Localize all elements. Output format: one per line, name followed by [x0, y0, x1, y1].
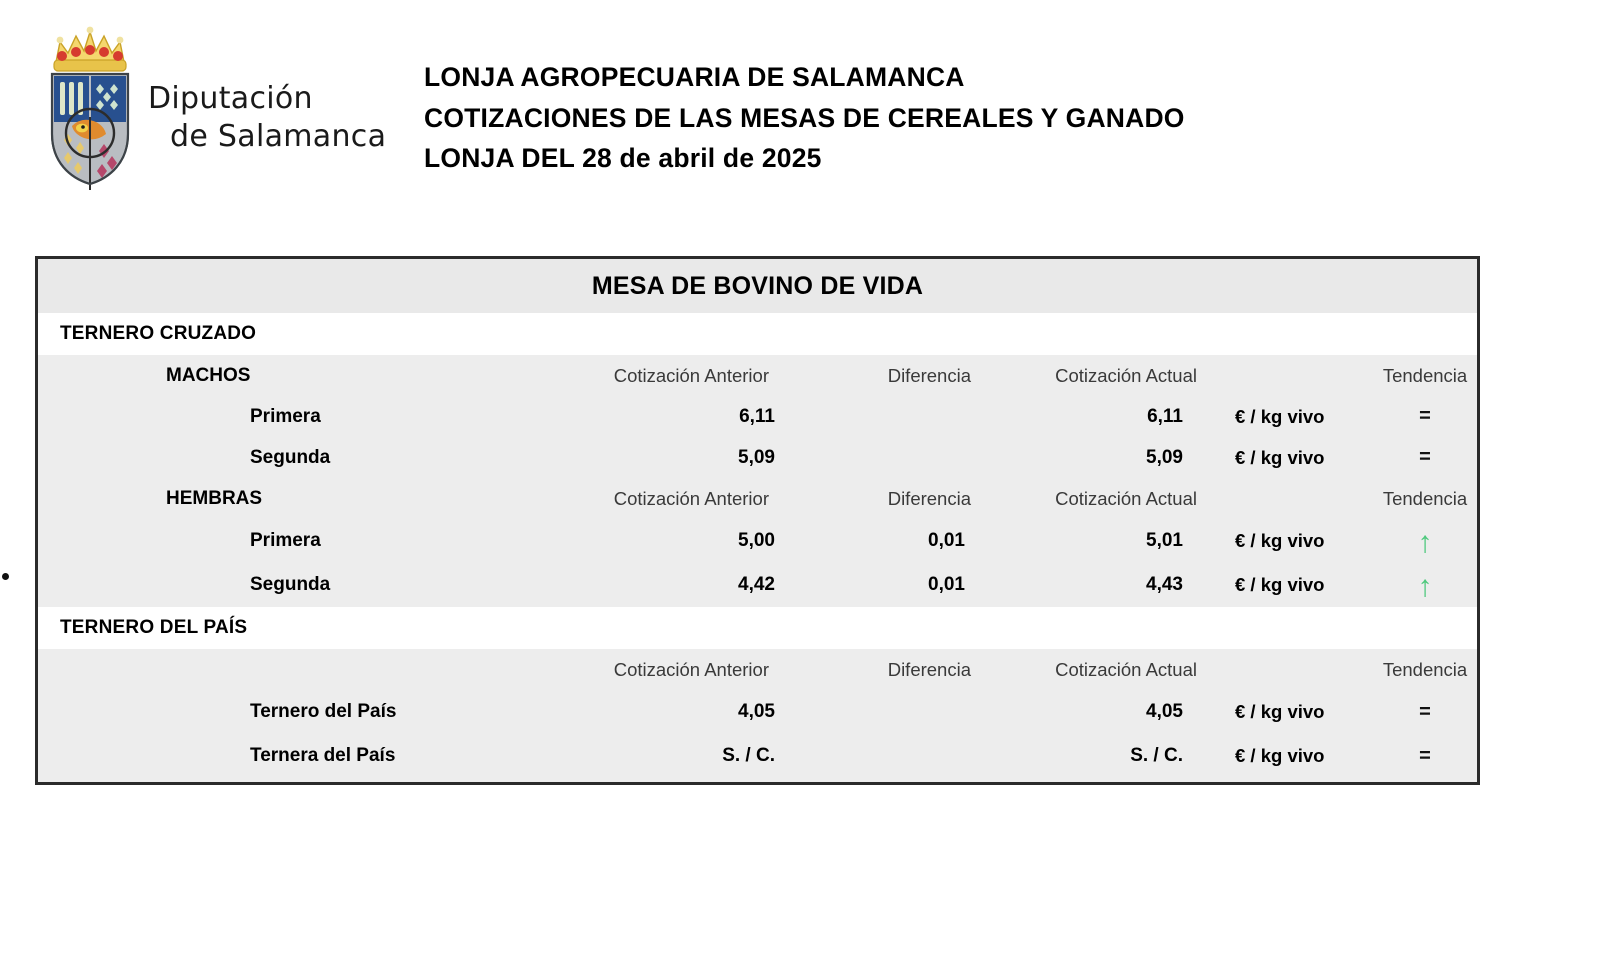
- logo-line-2: de Salamanca: [170, 119, 387, 154]
- trend-up-arrow-icon: ↑: [1417, 570, 1433, 603]
- section-header-ternero-del-pais: TERNERO DEL PAÍS: [38, 607, 1477, 649]
- diputacion-logo: [28, 22, 387, 202]
- column-header-current: Cotización Actual: [1055, 487, 1197, 509]
- cell-trend: [1373, 446, 1477, 469]
- column-header-previous: Cotización Anterior: [613, 364, 769, 386]
- table-row: [38, 519, 1477, 563]
- cell-previous: 5,09: [738, 446, 775, 468]
- column-header-row-machos: [38, 355, 1477, 396]
- cell-unit: € / kg vivo: [1235, 405, 1325, 427]
- cell-current: S. / C.: [1130, 745, 1183, 766]
- page-bullet-marker: [2, 573, 9, 580]
- title-line-2: COTIZACIONES DE LAS MESAS DE CEREALES Y GANADO: [424, 102, 1185, 133]
- table-row: [38, 437, 1477, 478]
- column-header-previous: Cotización Anterior: [613, 487, 769, 509]
- column-header-row-hembras: [38, 478, 1477, 519]
- row-label: Primera: [250, 405, 321, 427]
- table-row: [38, 734, 1477, 778]
- row-label: Segunda: [250, 446, 331, 468]
- table-row: [38, 396, 1477, 437]
- cell-current: 4,05: [1146, 701, 1183, 722]
- group-label-hembras: HEMBRAS: [166, 487, 263, 509]
- salamanca-coat-of-arms-icon: [38, 22, 142, 190]
- column-header-difference: Diferencia: [887, 364, 971, 386]
- trend-equal-icon: =: [1419, 744, 1431, 767]
- trend-equal-icon: =: [1419, 446, 1431, 468]
- trend-up-arrow-icon: ↑: [1417, 526, 1433, 559]
- cell-current: 4,43: [1146, 574, 1183, 595]
- section-header-ternero-cruzado: TERNERO CRUZADO: [38, 313, 1477, 355]
- table-row: [38, 690, 1477, 734]
- trend-equal-icon: =: [1419, 700, 1431, 723]
- cell-previous: 6,11: [739, 405, 775, 427]
- column-header-difference: Diferencia: [887, 658, 971, 680]
- column-header-current: Cotización Actual: [1055, 364, 1197, 386]
- bovino-de-vida-table: [35, 256, 1480, 785]
- cell-unit: € / kg vivo: [1235, 530, 1325, 551]
- row-label: Ternera del País: [250, 745, 396, 766]
- column-header-previous: Cotización Anterior: [613, 658, 769, 680]
- logo-line-1: Diputación: [148, 81, 313, 116]
- cell-trend: [1373, 745, 1477, 768]
- title-line-3: LONJA DEL 28 de abril de 2025: [424, 143, 822, 173]
- row-label: Primera: [250, 530, 321, 551]
- column-header-current: Cotización Actual: [1055, 658, 1197, 680]
- cell-trend: [1373, 405, 1477, 428]
- column-header-difference: Diferencia: [887, 487, 971, 509]
- cell-unit: € / kg vivo: [1235, 701, 1325, 722]
- cell-previous: 5,00: [738, 530, 775, 551]
- cell-difference: 0,01: [928, 530, 965, 551]
- logo-wordmark: [148, 80, 398, 156]
- cell-current: 5,09: [1146, 446, 1183, 468]
- cell-current: 6,11: [1147, 405, 1183, 427]
- cell-current: 5,01: [1146, 530, 1183, 551]
- row-label: Segunda: [250, 574, 331, 595]
- column-header-trend: Tendencia: [1382, 658, 1468, 680]
- cell-unit: € / kg vivo: [1235, 574, 1325, 595]
- column-header-trend: Tendencia: [1382, 364, 1468, 386]
- cell-unit: € / kg vivo: [1235, 446, 1325, 468]
- row-label: Ternero del País: [250, 701, 397, 722]
- cell-trend: [1373, 701, 1477, 724]
- column-header-row-ternero-del-pais: [38, 649, 1477, 690]
- cell-previous: S. / C.: [722, 745, 775, 766]
- table-caption: MESA DE BOVINO DE VIDA: [38, 259, 1477, 313]
- cell-difference: 0,01: [928, 574, 965, 595]
- column-header-trend: Tendencia: [1382, 487, 1468, 509]
- table-row: [38, 563, 1477, 607]
- group-label-machos: MACHOS: [166, 364, 251, 386]
- cell-previous: 4,05: [738, 701, 775, 722]
- trend-equal-icon: =: [1419, 405, 1431, 427]
- title-line-1: LONJA AGROPECUARIA DE SALAMANCA: [424, 62, 965, 92]
- page-header: [0, 0, 1600, 225]
- table-bottom-spacer: [38, 778, 1477, 782]
- cell-trend: [1373, 570, 1477, 603]
- document-title: [424, 57, 1424, 179]
- cell-previous: 4,42: [738, 574, 775, 595]
- cell-trend: [1373, 526, 1477, 559]
- cell-unit: € / kg vivo: [1235, 745, 1325, 766]
